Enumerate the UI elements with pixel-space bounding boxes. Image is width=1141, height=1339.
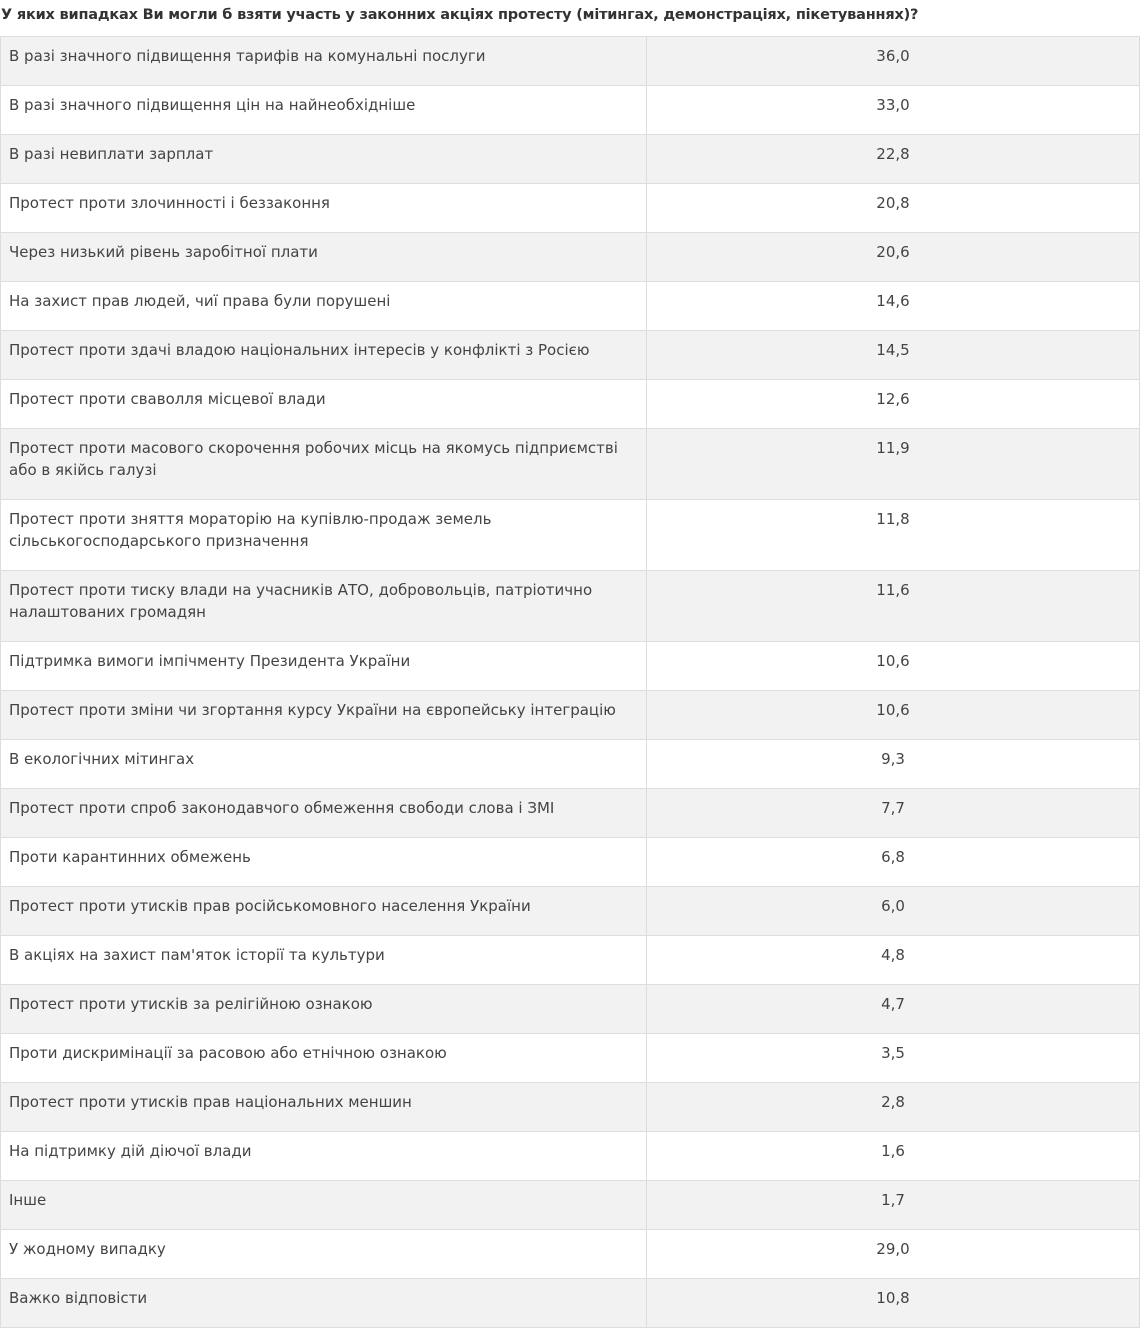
table-row	[1, 331, 1140, 380]
row-value: 20,6	[647, 233, 1140, 282]
row-label: В разі невиплати зарплат	[1, 135, 647, 184]
row-value: 4,8	[647, 936, 1140, 985]
table-row	[1, 740, 1140, 789]
table-row	[1, 887, 1140, 936]
row-value: 9,3	[647, 740, 1140, 789]
row-value: 11,9	[647, 429, 1140, 500]
table-row	[1, 838, 1140, 887]
row-value: 36,0	[647, 37, 1140, 86]
table-row	[1, 789, 1140, 838]
table-row	[1, 380, 1140, 429]
row-label: Протест проти масового скорочення робочих місць на якомусь підприємстві або в якійсь галузі	[1, 429, 647, 500]
row-label: Інше	[1, 1181, 647, 1230]
row-label: Протест проти утисків прав російськомовного населення України	[1, 887, 647, 936]
row-value: 1,6	[647, 1132, 1140, 1181]
row-value: 1,7	[647, 1181, 1140, 1230]
row-value: 3,5	[647, 1034, 1140, 1083]
table-row	[1, 500, 1140, 571]
row-label: Протест проти сваволля місцевої влади	[1, 380, 647, 429]
row-label: Через низький рівень заробітної плати	[1, 233, 647, 282]
row-label: В разі значного підвищення тарифів на комунальні послуги	[1, 37, 647, 86]
table-row	[1, 282, 1140, 331]
table-row	[1, 135, 1140, 184]
row-label: Протест проти спроб законодавчого обмеження свободи слова і ЗМІ	[1, 789, 647, 838]
table-row	[1, 1181, 1140, 1230]
table-row	[1, 691, 1140, 740]
row-value: 12,6	[647, 380, 1140, 429]
row-label: Протест проти утисків прав національних меншин	[1, 1083, 647, 1132]
table-row	[1, 86, 1140, 135]
row-label: Протест проти утисків за релігійною ознакою	[1, 985, 647, 1034]
table-row	[1, 184, 1140, 233]
row-label: Протест проти злочинності і беззаконня	[1, 184, 647, 233]
row-value: 10,8	[647, 1279, 1140, 1328]
row-value: 10,6	[647, 691, 1140, 740]
row-label: На захист прав людей, чиї права були порушені	[1, 282, 647, 331]
row-value: 29,0	[647, 1230, 1140, 1279]
table-row	[1, 936, 1140, 985]
table-row	[1, 37, 1140, 86]
row-label: Важко відповісти	[1, 1279, 647, 1328]
survey-table	[0, 36, 1140, 1328]
table-row	[1, 429, 1140, 500]
table-row	[1, 1230, 1140, 1279]
row-value: 33,0	[647, 86, 1140, 135]
row-value: 11,6	[647, 571, 1140, 642]
row-value: 6,0	[647, 887, 1140, 936]
row-label: У жодному випадку	[1, 1230, 647, 1279]
row-label: Протест проти зміни чи згортання курсу України на європейську інтеграцію	[1, 691, 647, 740]
table-row	[1, 1083, 1140, 1132]
row-value: 7,7	[647, 789, 1140, 838]
row-value: 2,8	[647, 1083, 1140, 1132]
row-value: 22,8	[647, 135, 1140, 184]
table-row	[1, 233, 1140, 282]
table-row	[1, 642, 1140, 691]
row-label: Протест проти зняття мораторію на купівлю-продаж земель сільськогосподарського призначення	[1, 500, 647, 571]
row-value: 14,6	[647, 282, 1140, 331]
table-title: У яких випадках Ви могли б взяти участь у законних акціях протесту (мітингах, демонстраціях, пікетуваннях)?	[1, 7, 919, 23]
row-label: Проти карантинних обмежень	[1, 838, 647, 887]
row-label: Проти дискримінації за расовою або етнічною ознакою	[1, 1034, 647, 1083]
row-label: Підтримка вимоги імпічменту Президента України	[1, 642, 647, 691]
row-value: 10,6	[647, 642, 1140, 691]
table-row	[1, 1279, 1140, 1328]
table-row	[1, 985, 1140, 1034]
row-label: На підтримку дій діючої влади	[1, 1132, 647, 1181]
table-row	[1, 1132, 1140, 1181]
row-label: В акціях на захист пам'яток історії та культури	[1, 936, 647, 985]
row-value: 4,7	[647, 985, 1140, 1034]
row-label: В екологічних мітингах	[1, 740, 647, 789]
row-label: Протест проти здачі владою національних інтересів у конфлікті з Росією	[1, 331, 647, 380]
row-value: 6,8	[647, 838, 1140, 887]
row-label: Протест проти тиску влади на учасників АТО, добровольців, патріотично налаштованих громадян	[1, 571, 647, 642]
row-value: 11,8	[647, 500, 1140, 571]
table-row	[1, 571, 1140, 642]
row-value: 14,5	[647, 331, 1140, 380]
row-value: 20,8	[647, 184, 1140, 233]
table-row	[1, 1034, 1140, 1083]
row-label: В разі значного підвищення цін на найнеобхідніше	[1, 86, 647, 135]
